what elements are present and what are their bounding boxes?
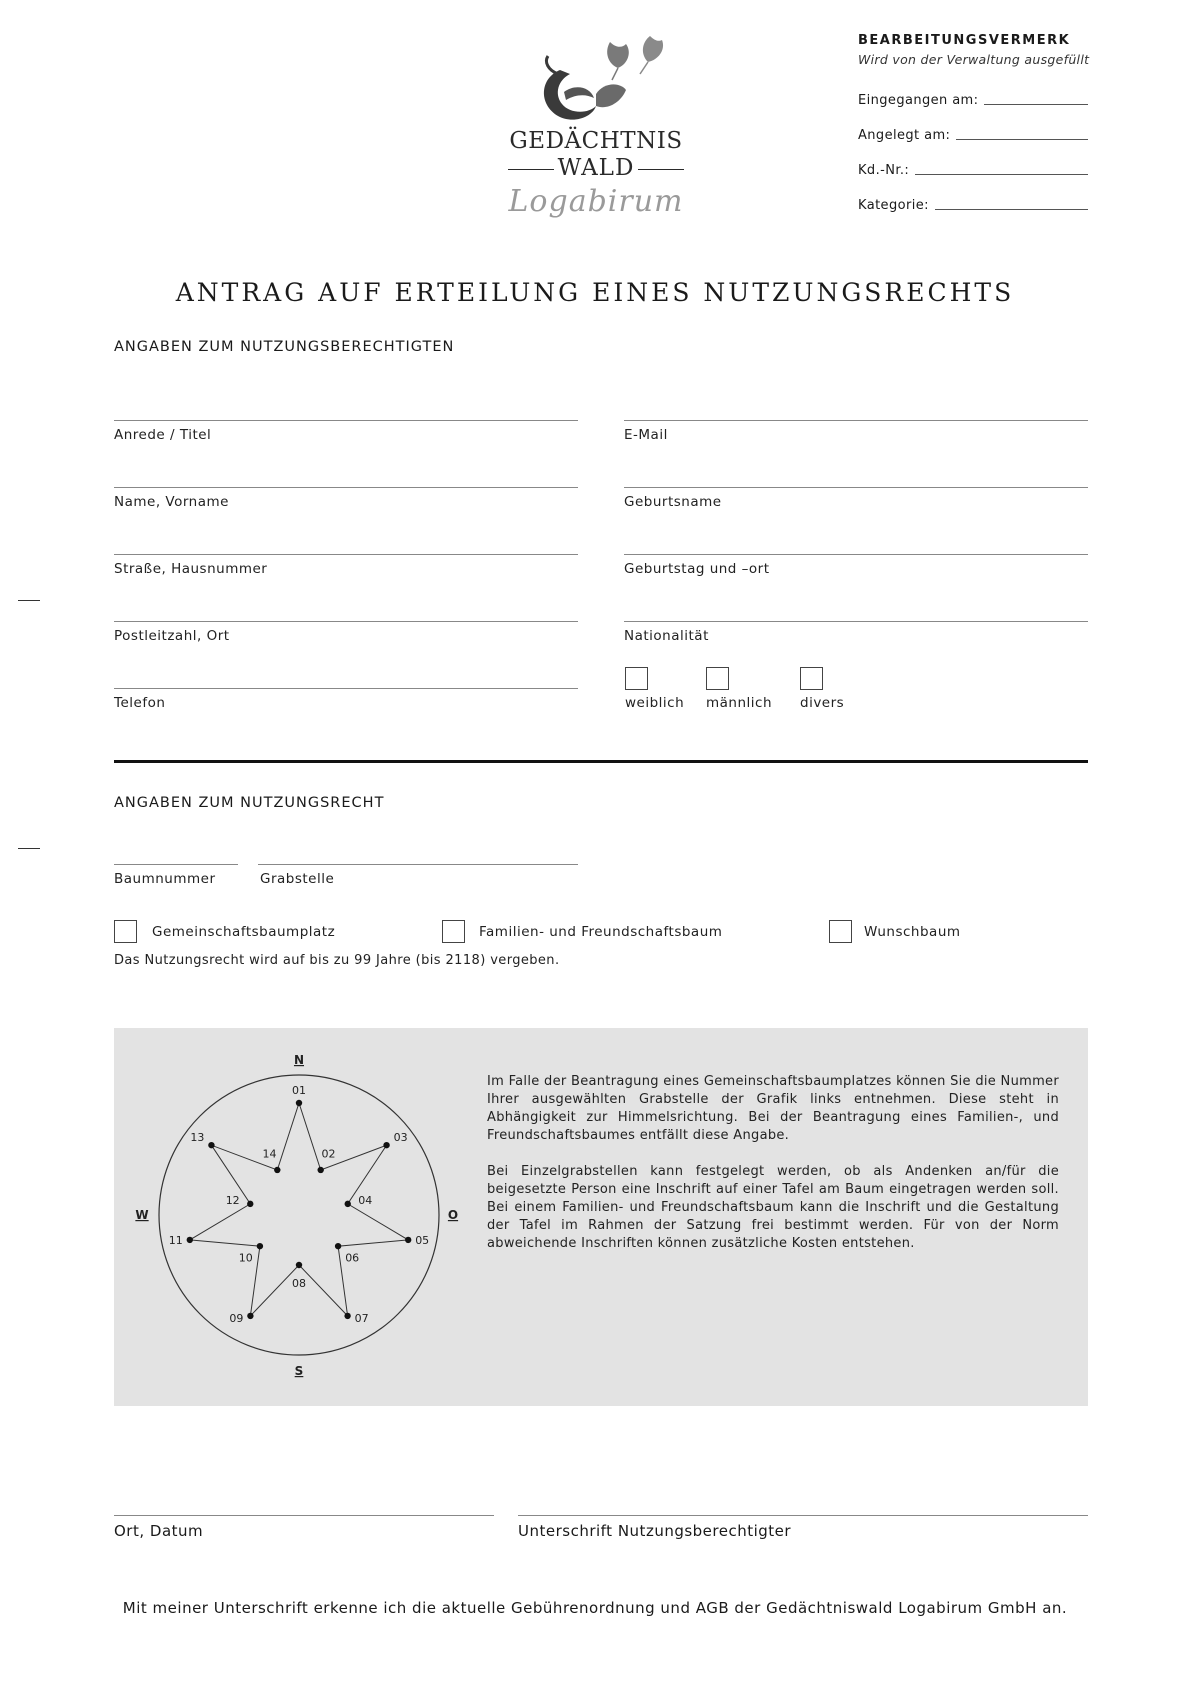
office-title: BEARBEITUNGSVERMERK: [858, 33, 1071, 48]
gender-female-checkbox[interactable]: [625, 667, 648, 690]
footer-agreement: Mit meiner Unterschrift erkenne ich die aktuelle Gebührenordnung und AGB der Gedächtniswald Logabirum GmbH an.: [122, 1599, 1068, 1617]
compass-north: N: [293, 1053, 305, 1067]
family-tree-checkbox[interactable]: [442, 920, 465, 943]
grave-position-dot: [335, 1243, 341, 1249]
checkbox-label: männlich: [706, 695, 773, 711]
grave-position-label: 03: [393, 1131, 408, 1145]
field-label: Straße, Hausnummer: [114, 561, 268, 577]
office-subtitle: Wird von der Verwaltung ausgefüllt: [858, 52, 1090, 67]
gender-male-checkbox[interactable]: [706, 667, 729, 690]
grave-position-label: 02: [321, 1147, 336, 1161]
logo-rule-right: [638, 169, 684, 170]
field-label: Grabstelle: [260, 871, 335, 887]
grave-position-dot: [208, 1142, 214, 1148]
grave-position-label: 11: [168, 1233, 183, 1247]
field-label: Geburtsname: [624, 494, 722, 510]
office-field-label: Eingegangen am:: [858, 93, 979, 108]
field-label: Postleitzahl, Ort: [114, 628, 230, 644]
ginkgo-leaves-icon: [500, 34, 692, 130]
grave-position-dot: [317, 1167, 323, 1173]
office-field-customer-number[interactable]: [858, 158, 1088, 178]
grave-position-label: 14: [262, 1147, 277, 1161]
office-field-line: [915, 174, 1088, 175]
grave-position-label: 12: [225, 1193, 240, 1207]
place-date-field[interactable]: [114, 1515, 494, 1516]
grave-position-dot: [257, 1243, 263, 1249]
logo-wordmark-line1: GEDÄCHTNIS: [509, 128, 683, 154]
community-tree-checkbox[interactable]: [114, 920, 137, 943]
field-label: Geburtstag und –ort: [624, 561, 770, 577]
grave-position-label: 10: [238, 1251, 253, 1265]
salutation-field[interactable]: [114, 420, 578, 421]
checkbox-label: Gemeinschaftsbaumplatz: [152, 924, 336, 940]
usage-note: Das Nutzungsrecht wird auf bis zu 99 Jahre (bis 2118) vergeben.: [114, 953, 560, 968]
office-field-line: [956, 139, 1088, 140]
grave-position-label: 05: [415, 1233, 430, 1247]
office-field-line: [984, 104, 1088, 105]
grave-position-label: 01: [292, 1084, 306, 1097]
field-label: Anrede / Titel: [114, 427, 212, 443]
checkbox-label: Wunschbaum: [864, 924, 961, 940]
gender-diverse-checkbox[interactable]: [800, 667, 823, 690]
grave-position-dot: [247, 1313, 253, 1319]
office-field-label: Kd.-Nr.:: [858, 163, 910, 178]
grave-position-label: 13: [190, 1131, 205, 1145]
name-field[interactable]: [114, 487, 578, 488]
info-paragraph-1: Im Falle der Beantragung eines Gemeinschaftsbaumplatzes können Sie die Nummer Ihrer ausgewählten Grabstelle der Grafik links entnehmen. Diese steht in Abhängigkeit zur Himmelsrichtung. Bei der Beantragung eines Familien-, und Freundschaftsbaumes entfällt diese Angabe.: [487, 1074, 1059, 1143]
birth-date-place-field[interactable]: [624, 554, 1088, 555]
section-divider: [114, 760, 1088, 763]
grave-position-dot: [296, 1100, 302, 1106]
compass-east: O: [447, 1208, 459, 1222]
field-label: Name, Vorname: [114, 494, 229, 510]
grave-position-dot: [344, 1313, 350, 1319]
compass-west: W: [135, 1208, 149, 1222]
logo-wordmark-line2: WALD: [557, 155, 635, 181]
grave-position-dot: [345, 1201, 351, 1207]
field-label: Nationalität: [624, 628, 709, 644]
grave-position-dot: [405, 1237, 411, 1243]
grave-position-dot: [296, 1262, 302, 1268]
postal-city-field[interactable]: [114, 621, 578, 622]
logo: [500, 34, 700, 234]
street-field[interactable]: [114, 554, 578, 555]
nationality-field[interactable]: [624, 621, 1088, 622]
office-field-label: Angelegt am:: [858, 128, 951, 143]
phone-field[interactable]: [114, 688, 578, 689]
grave-position-dot: [274, 1167, 280, 1173]
office-field-label: Kategorie:: [858, 198, 929, 213]
fold-mark-lower: [18, 848, 40, 849]
field-label: Baumnummer: [114, 871, 216, 887]
field-label: Telefon: [114, 695, 166, 711]
checkbox-label: Familien- und Freundschaftsbaum: [479, 924, 723, 940]
info-paragraph-2: Bei Einzelgrabstellen kann festgelegt werden, ob als Andenken an/für die beigesetzte Person eine Inschrift auf einer Tafel am Baum eingetragen werden soll. Bei einem Familien- und Freundschaftsbaum kann die Inschrift und die Gestaltung der Tafel im Rahmen der Satzung frei bestimmt werden. Für von der Norm abweichende Inschriften können zusätzliche Kosten entstehen.: [487, 1164, 1059, 1251]
info-text: [487, 1073, 1059, 1271]
compass-south: S: [294, 1364, 304, 1378]
section-title-usage: ANGABEN ZUM NUTZUNGSRECHT: [114, 795, 385, 811]
grave-position-label: 08: [292, 1277, 306, 1290]
grave-field[interactable]: [258, 864, 578, 865]
info-panel: [114, 1028, 1088, 1406]
logo-wordmark-row: [500, 155, 692, 183]
office-field-line: [935, 209, 1088, 210]
birth-name-field[interactable]: [624, 487, 1088, 488]
field-label: E-Mail: [624, 427, 668, 443]
office-field-category[interactable]: [858, 193, 1088, 213]
grave-position-dot: [383, 1142, 389, 1148]
grave-position-label: 09: [229, 1311, 244, 1325]
grave-position-label: 04: [358, 1193, 373, 1207]
section-title-holder: ANGABEN ZUM NUTZUNGSBERECHTIGTEN: [114, 339, 455, 355]
signature-label: Unterschrift Nutzungsberechtigter: [518, 1522, 792, 1540]
grave-position-label: 07: [354, 1311, 369, 1325]
grave-position-label: 06: [345, 1251, 360, 1265]
compass-diagram: [114, 1028, 494, 1406]
place-date-label: Ort, Datum: [114, 1522, 204, 1540]
grave-position-dot: [247, 1201, 253, 1207]
tree-number-field[interactable]: [114, 864, 238, 865]
grave-position-dot: [187, 1237, 193, 1243]
signature-field[interactable]: [518, 1515, 1088, 1516]
fold-mark-upper: [18, 600, 40, 601]
office-field-received[interactable]: [858, 88, 1088, 108]
logo-script: Logabirum: [508, 184, 684, 219]
office-field-created[interactable]: [858, 123, 1088, 143]
email-field[interactable]: [624, 420, 1088, 421]
checkbox-label: weiblich: [625, 695, 685, 711]
wish-tree-checkbox[interactable]: [829, 920, 852, 943]
checkbox-label: divers: [800, 695, 845, 711]
page-title: ANTRAG AUF ERTEILUNG EINES NUTZUNGSRECHTS: [175, 278, 1015, 307]
